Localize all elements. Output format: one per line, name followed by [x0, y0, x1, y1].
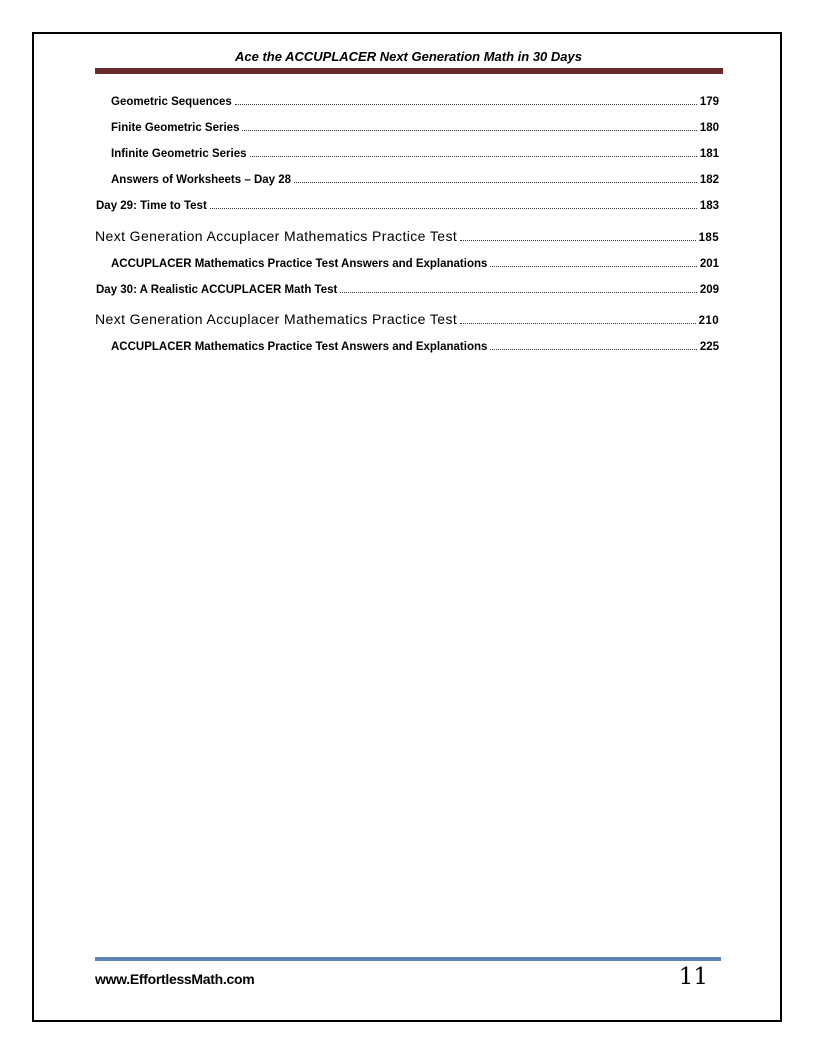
dot-leader: [490, 348, 696, 350]
toc-entry[interactable]: [111, 174, 719, 186]
toc-entry-page: 180: [699, 122, 719, 134]
toc-entry-page: 209: [699, 284, 719, 296]
dot-leader: [460, 239, 695, 241]
toc-entry-label: Next Generation Accuplacer Mathematics Practice Test: [95, 228, 458, 244]
toc-entry-label: Next Generation Accuplacer Mathematics Practice Test: [95, 311, 458, 327]
toc-entry[interactable]: [95, 228, 719, 244]
toc-entry-page: 181: [699, 148, 719, 160]
running-header-title: Ace the ACCUPLACER Next Generation Math in 30 Days: [235, 49, 582, 64]
dot-leader: [235, 103, 697, 105]
toc-entry-label: Finite Geometric Series: [111, 122, 240, 134]
dot-leader: [242, 129, 696, 131]
toc-entry-label: Day 29: Time to Test: [96, 200, 207, 212]
dot-leader: [340, 291, 696, 293]
toc-entry-page: 185: [698, 232, 719, 244]
toc-entry-page: 225: [699, 341, 719, 353]
dot-leader: [490, 265, 696, 267]
footer-website: www.EffortlessMath.com: [95, 971, 255, 987]
toc-entry-label: Geometric Sequences: [111, 96, 232, 108]
toc-entry[interactable]: [111, 148, 719, 160]
toc-entry[interactable]: [111, 258, 719, 270]
toc-entry-page: 182: [699, 174, 719, 186]
toc-entry[interactable]: [96, 284, 719, 296]
toc-entry[interactable]: [95, 311, 719, 327]
toc-entry-label: ACCUPLACER Mathematics Practice Test Answers and Explanations: [111, 258, 488, 270]
footer-rule: [95, 957, 721, 961]
dot-leader: [460, 322, 695, 324]
dot-leader: [210, 207, 697, 209]
toc-entry-label: Day 30: A Realistic ACCUPLACER Math Test: [96, 284, 338, 296]
toc-entry-page: 183: [699, 200, 719, 212]
page-number: 11: [678, 964, 708, 990]
toc-entry-label: Answers of Worksheets – Day 28: [111, 174, 292, 186]
toc-entry[interactable]: [96, 200, 719, 212]
dot-leader: [294, 181, 697, 183]
toc-entry-page: 201: [699, 258, 719, 270]
toc-entry[interactable]: [111, 122, 719, 134]
toc-entry-label: Infinite Geometric Series: [111, 148, 247, 160]
toc-entry-label: ACCUPLACER Mathematics Practice Test Answers and Explanations: [111, 341, 488, 353]
dot-leader: [250, 155, 697, 157]
toc-entry-page: 179: [699, 96, 719, 108]
toc-entry[interactable]: [111, 96, 719, 108]
header-rule: [95, 68, 723, 74]
toc-entry-page: 210: [698, 315, 719, 327]
toc-entry[interactable]: [111, 341, 719, 353]
